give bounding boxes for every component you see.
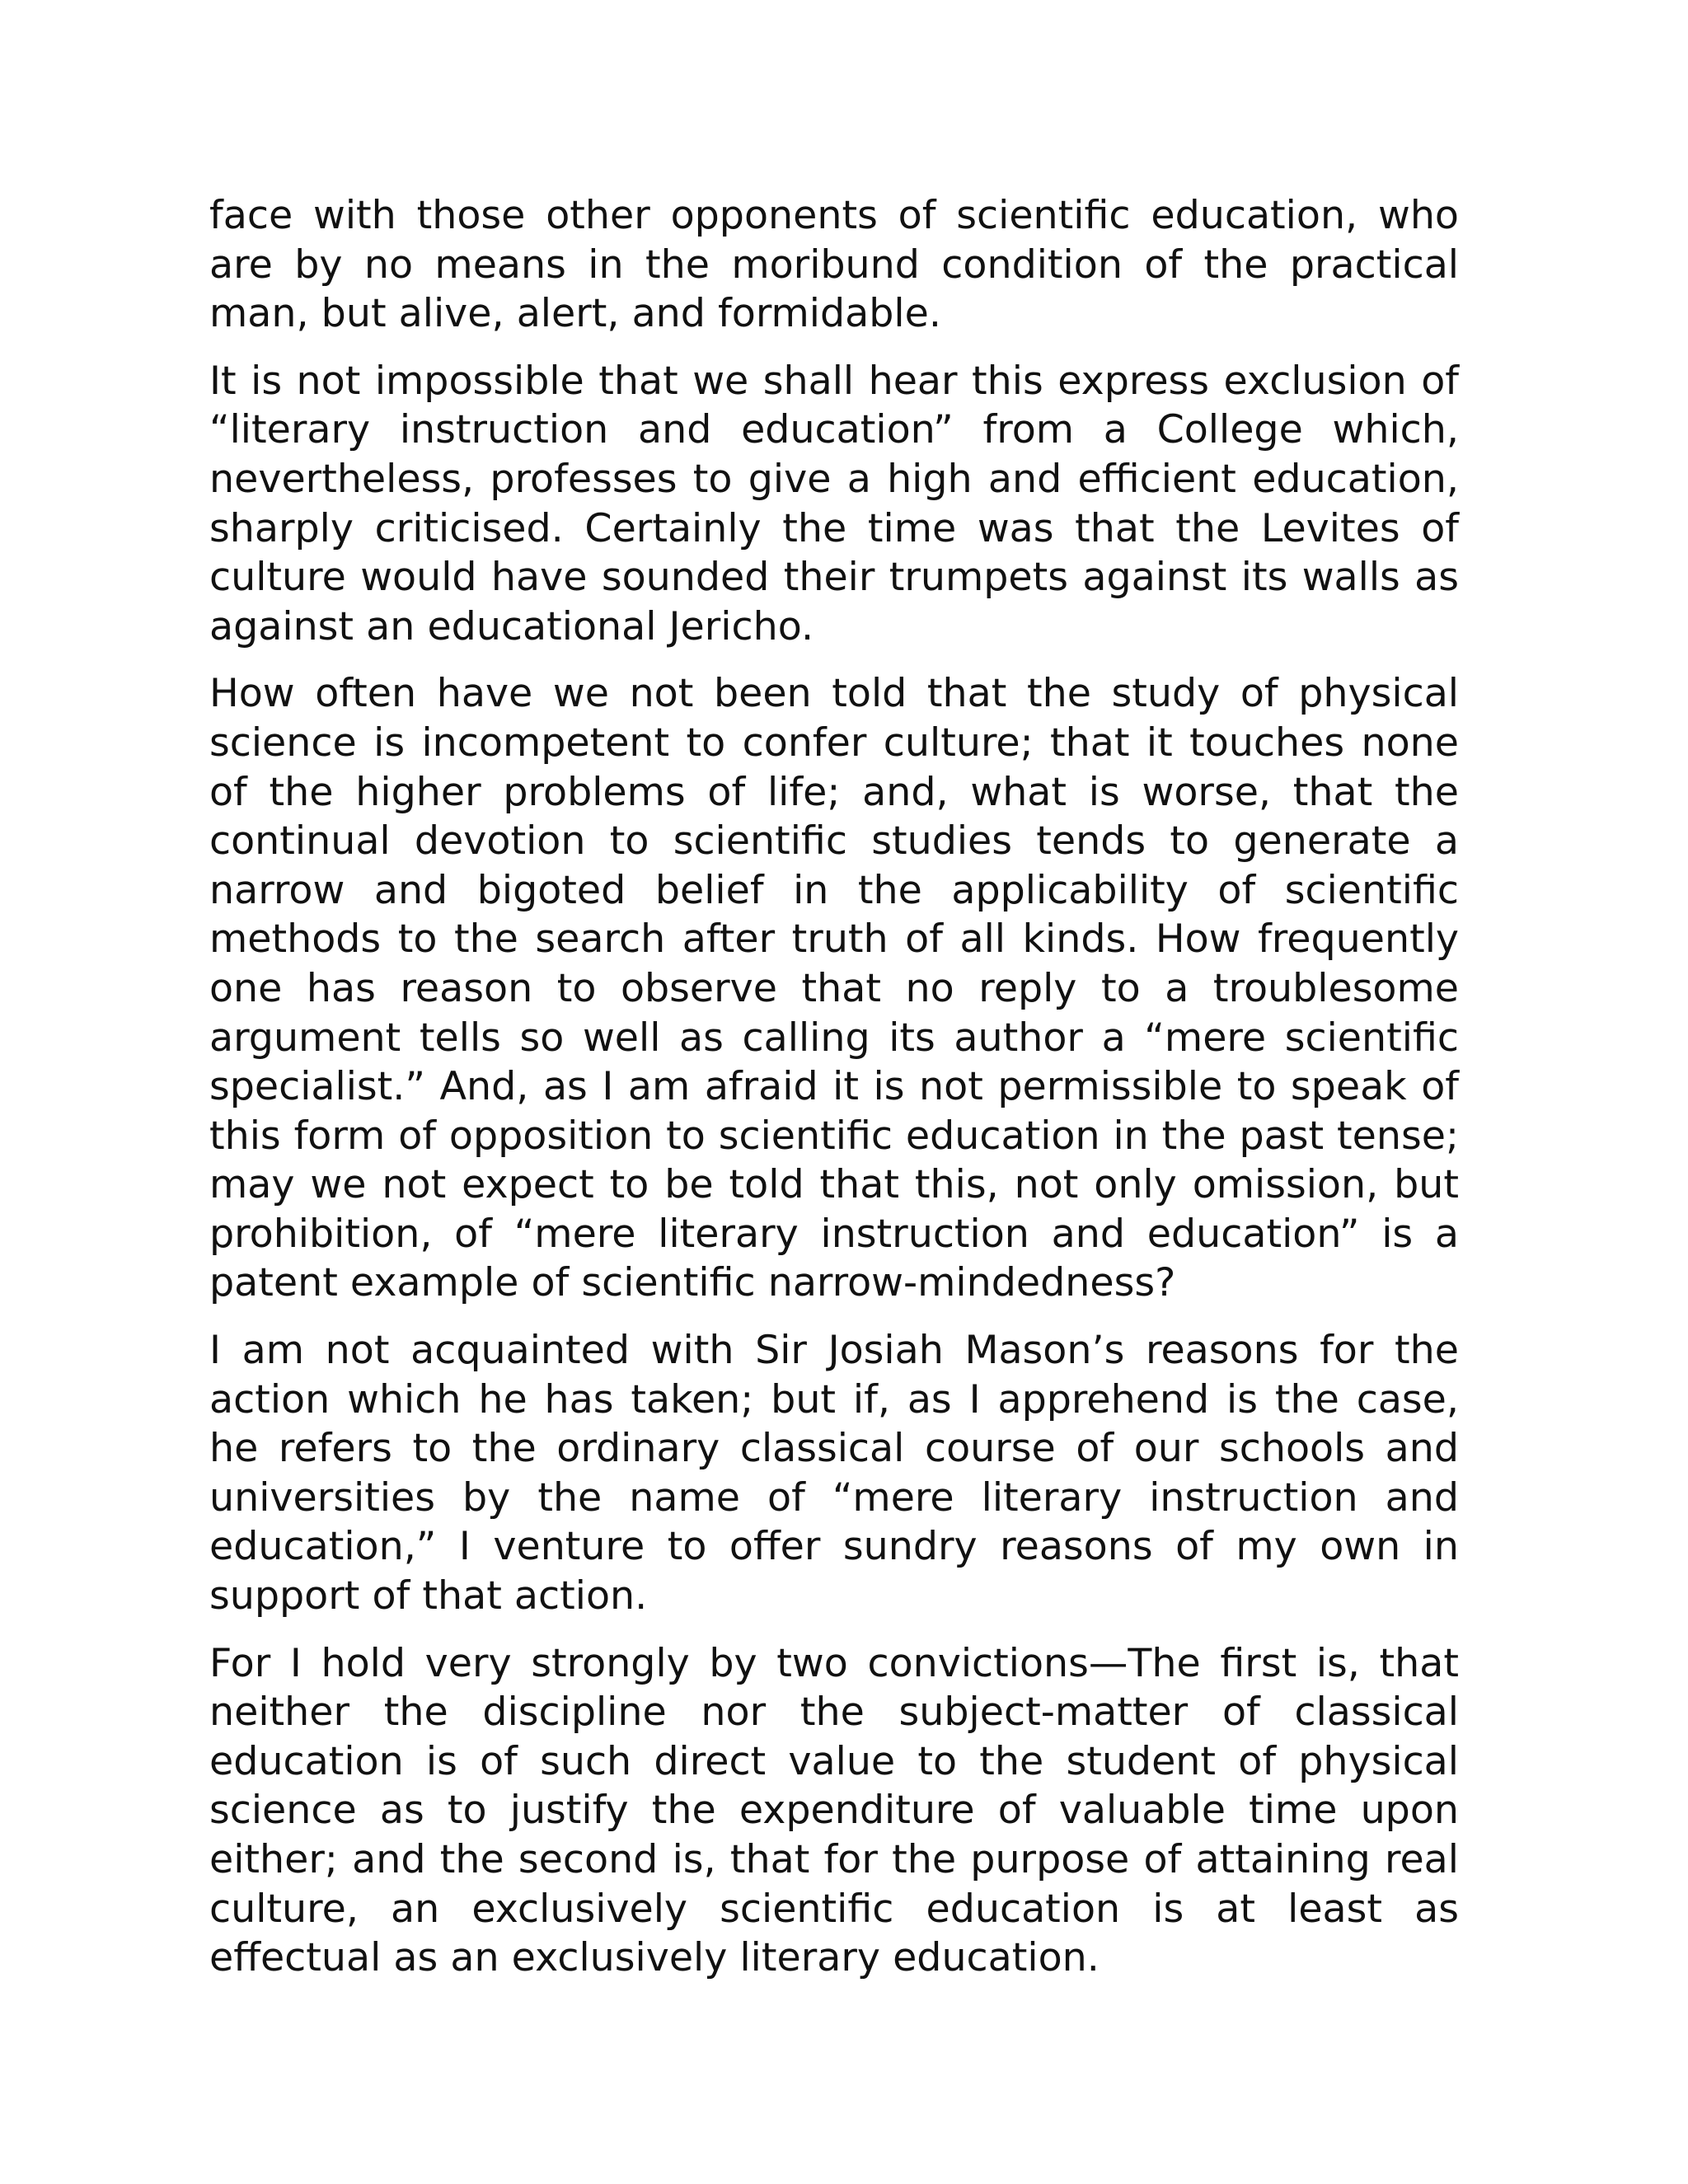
paragraph-4: I am not acquainted with Sir Josiah Mason’s reasons for the action which he has taken; but if, as I apprehend is the case, he refers to the ordinary classical course of our schools and universities by the name of “mere literary instruction and education,” I venture to offer sundry reasons of my own in support of that action. — [209, 1328, 1459, 1619]
paragraph-1: face with those other opponents of scientific education, who are by no means in the moribund condition of the practical man, but alive, alert, and formidable. — [209, 193, 1459, 337]
body-text — [209, 191, 1459, 2001]
paragraph-2: It is not impossible that we shall hear this express exclusion of “literary instruction and education” from a College which, nevertheless, professes to give a high and efficient education, sharply criticised. Certainly the time was that the Levites of culture would have sounded their trumpets against its walls as against an educational Jericho. — [209, 358, 1459, 649]
paragraph-3: How often have we not been told that the study of physical science is incompetent to confer culture; that it touches none of the higher problems of life; and, what is worse, that the continual devotion to scientific studies tends to generate a narrow and bigoted belief in the applicability of scientific methods to the search after truth of all kinds. How frequently one has reason to observe that no reply to a troublesome argument tells so well as calling its author a “mere scientific specialist.” And, as I am afraid it is not permissible to speak of this form of opposition to scientific education in the past tense; may we not expect to be told that this, not only omission, but prohibition, of “mere literary instruction and education” is a patent example of scientific narrow-mindedness? — [209, 671, 1459, 1306]
paragraph-5: For I hold very strongly by two convictions—The first is, that neither the discipline nor the subject-matter of classical education is of such direct value to the student of physical science as to justify the expenditure of valuable time upon either; and the second is, that for the purpose of attaining real culture, an exclusively scientific education is at least as effectual as an exclusively literary education. — [209, 1640, 1459, 1981]
